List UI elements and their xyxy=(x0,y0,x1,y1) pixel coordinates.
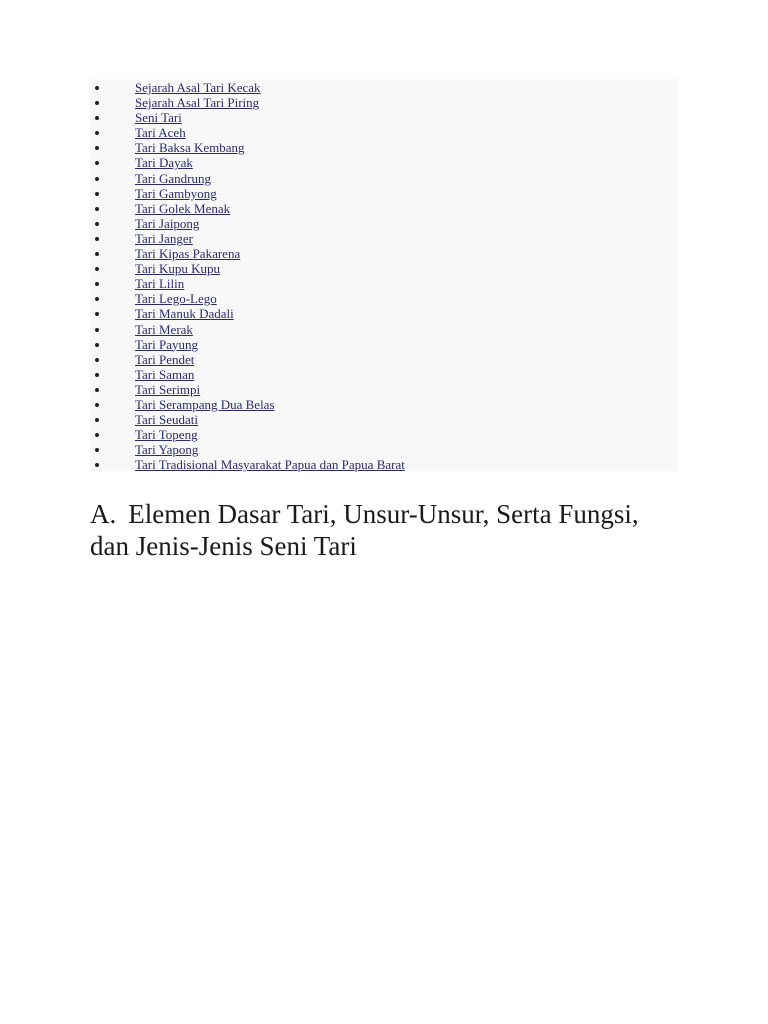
link-tari-baksa-kembang[interactable]: Tari Baksa Kembang xyxy=(135,140,245,156)
link-tari-kupu-kupu[interactable]: Tari Kupu Kupu xyxy=(135,261,221,277)
bullet-icon xyxy=(95,373,99,377)
bullet-icon xyxy=(95,101,99,105)
bullet-icon xyxy=(95,328,99,332)
bullet-icon xyxy=(95,433,99,437)
link-sejarah-asal-tari-kecak[interactable]: Sejarah Asal Tari Kecak xyxy=(135,80,261,95)
bullet-icon xyxy=(95,207,99,211)
bullet-icon xyxy=(95,358,99,362)
link-seni-tari[interactable]: Seni Tari xyxy=(135,110,182,126)
bullet-icon xyxy=(95,86,99,90)
link-tari-lego-lego[interactable]: Tari Lego-Lego xyxy=(135,291,217,307)
bullet-icon xyxy=(95,222,99,226)
link-tari-dayak[interactable]: Tari Dayak xyxy=(135,155,193,171)
section-heading-text: Elemen Dasar Tari, Unsur-Unsur, Serta Fungsi, dan Jenis-Jenis Seni Tari xyxy=(90,499,639,561)
bullet-icon xyxy=(95,448,99,452)
bullet-icon xyxy=(95,131,99,135)
bullet-icon xyxy=(95,161,99,165)
link-tari-tradisional-papua[interactable]: Tari Tradisional Masyarakat Papua dan Papua Barat xyxy=(135,457,405,473)
bullet-icon xyxy=(95,282,99,286)
link-tari-topeng[interactable]: Tari Topeng xyxy=(135,427,198,443)
link-list-panel xyxy=(90,79,678,471)
link-tari-jaipong[interactable]: Tari Jaipong xyxy=(135,215,200,231)
link-tari-pendet[interactable]: Tari Pendet xyxy=(135,351,195,367)
bullet-icon xyxy=(95,252,99,256)
link-tari-gandrung[interactable]: Tari Gandrung xyxy=(135,170,211,186)
link-tari-serimpi[interactable]: Tari Serimpi xyxy=(135,381,201,397)
link-tari-janger[interactable]: Tari Janger xyxy=(135,230,193,246)
bullet-icon xyxy=(95,463,99,467)
link-tari-payung[interactable]: Tari Payung xyxy=(135,336,198,352)
bullet-icon xyxy=(95,297,99,301)
link-tari-serampang-dua-belas[interactable]: Tari Serampang Dua Belas xyxy=(135,396,275,412)
bullet-icon xyxy=(95,388,99,392)
link-tari-lilin[interactable]: Tari Lilin xyxy=(135,276,185,292)
link-tari-yapong[interactable]: Tari Yapong xyxy=(135,442,199,458)
bullet-icon xyxy=(95,343,99,347)
link-tari-gambyong[interactable]: Tari Gambyong xyxy=(135,185,217,201)
link-tari-aceh[interactable]: Tari Aceh xyxy=(135,125,186,141)
link-tari-seudati[interactable]: Tari Seudati xyxy=(135,412,198,428)
section-heading xyxy=(90,498,650,562)
bullet-icon xyxy=(95,192,99,196)
link-tari-golek-menak[interactable]: Tari Golek Menak xyxy=(135,200,231,216)
link-tari-manuk-dadali[interactable]: Tari Manuk Dadali xyxy=(135,306,234,322)
link-tari-merak[interactable]: Tari Merak xyxy=(135,321,193,337)
bullet-icon xyxy=(95,237,99,241)
section-heading-letter: A. xyxy=(90,499,117,529)
bullet-icon xyxy=(95,403,99,407)
link-tari-saman[interactable]: Tari Saman xyxy=(135,366,195,382)
bullet-icon xyxy=(95,418,99,422)
bullet-icon xyxy=(95,312,99,316)
bullet-icon xyxy=(95,267,99,271)
link-tari-kipas-pakarena[interactable]: Tari Kipas Pakarena xyxy=(135,246,241,262)
bullet-icon xyxy=(95,146,99,150)
bullet-icon xyxy=(95,177,99,181)
link-sejarah-asal-tari-piring[interactable]: Sejarah Asal Tari Piring xyxy=(135,95,260,111)
bullet-icon xyxy=(95,116,99,120)
